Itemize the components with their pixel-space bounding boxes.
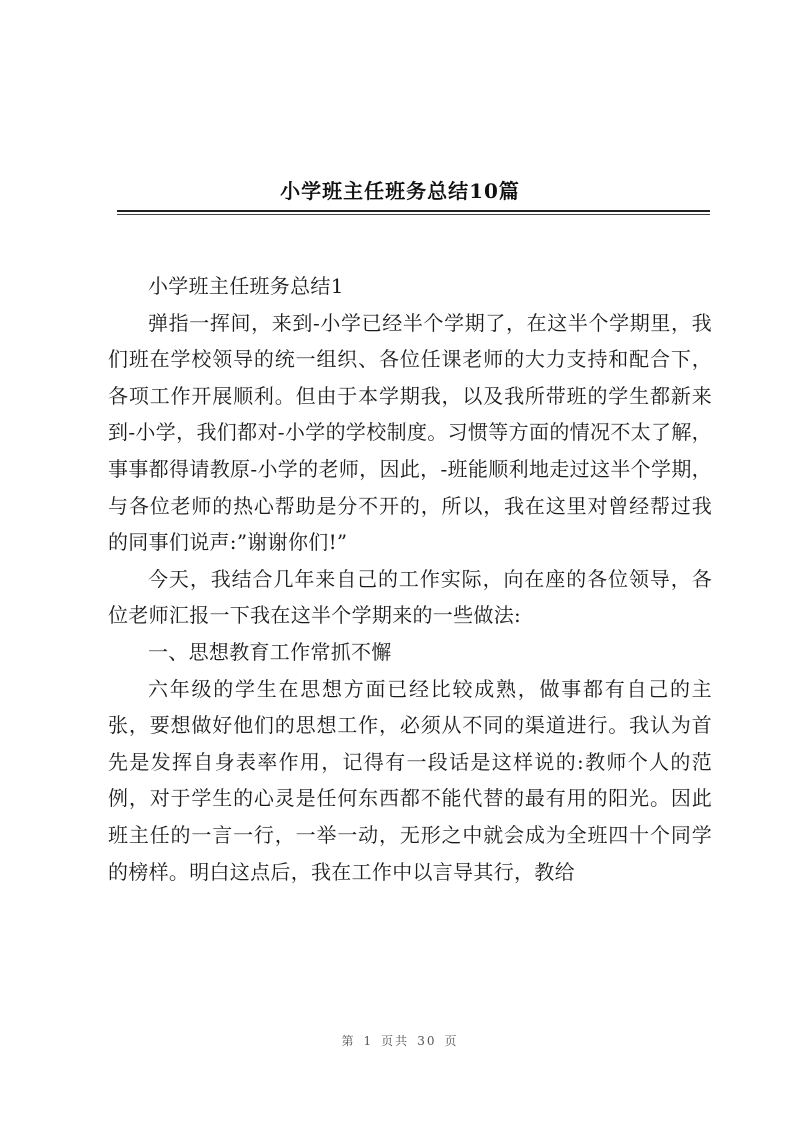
- section-heading: 小学班主任班务总结1: [148, 274, 344, 298]
- paragraph: 弹指一挥间，来到-小学已经半个学期了，在这半个学期里，我们班在学校领导的统一组织、各位任课老师的大力支持和配合下，各项工作开展顺利。但由于本学期我，以及我所带班的学生都新来到-小学，我们都对-小学的学校制度。习惯等方面的情况不太了解，事事都得请教原-小学的老师，因此，-班能顺利地走过这半个学期，与各位老师的热心帮助是分不开的，所以，我在这里对曾经帮过我的同事们说声:”谢谢你们!”: [108, 310, 712, 555]
- footer-current-page: 1: [363, 1034, 374, 1048]
- paragraph: 六年级的学生在思想方面已经比较成熟，做事都有自己的主张，要想做好他们的思想工作，必须从不同的渠道进行。我认为首先是发挥自身表率作用，记得有一段话是这样说的:教师个人的范例，对于学生的心灵是任何东西都不能代替的最有用的阳光。因此班主任的一言一行，一举一动，无形之中就会成为全班四十个同学的榜样。明白这点后，我在工作中以言导其行，教给: [108, 676, 712, 884]
- title-divider: [117, 210, 710, 212]
- footer-prefix: 第: [341, 1034, 356, 1048]
- subsection-heading: 一、思想教育工作常抓不懈: [148, 639, 392, 664]
- paragraph: 今天，我结合几年来自己的工作实际，向在座的各位领导，各位老师汇报一下我在这半个学期来的一些做法:: [108, 566, 712, 628]
- footer-middle: 页共: [381, 1034, 410, 1048]
- footer-suffix: 页: [444, 1034, 459, 1048]
- title-divider-thin: [117, 214, 710, 215]
- document-title: 小学班主任班务总结10篇: [280, 179, 520, 204]
- footer-total-pages: 30: [417, 1034, 437, 1048]
- page-footer: [0, 1032, 800, 1049]
- document-body: [108, 268, 712, 890]
